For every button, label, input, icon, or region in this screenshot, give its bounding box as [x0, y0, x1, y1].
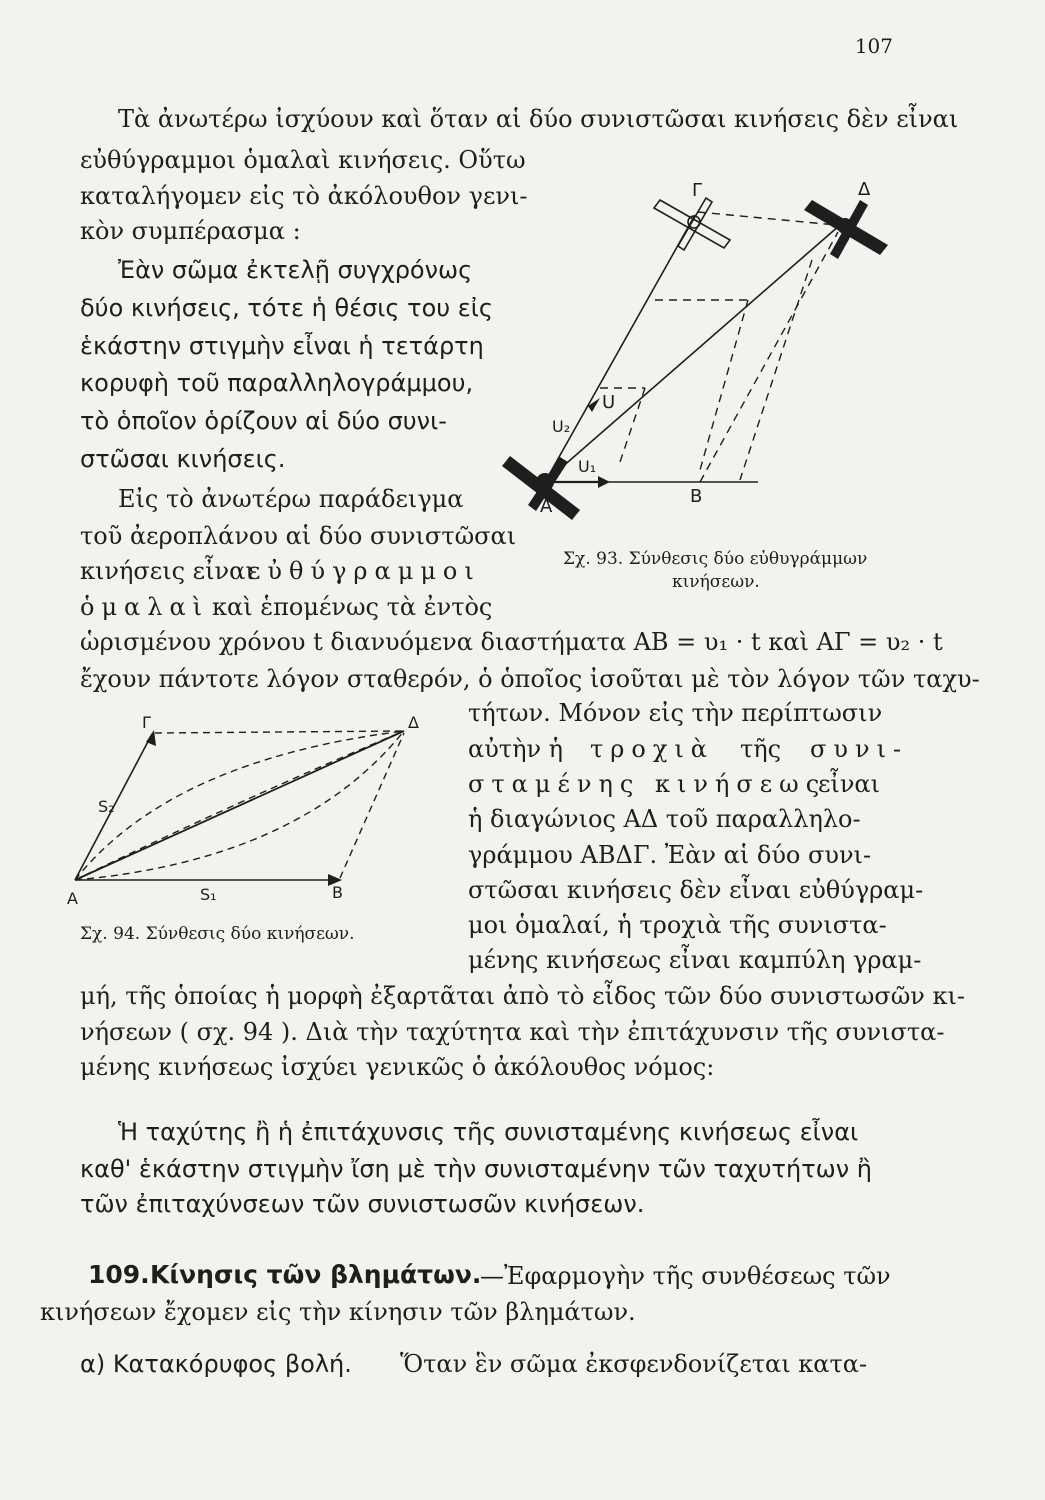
fig94-label-s2: S₂ — [98, 797, 115, 816]
fig94-label-g: Γ — [142, 713, 151, 732]
para2-line8b: τροχιὰ — [590, 735, 714, 763]
fig94-caption: Σχ. 94. Σύνθεσις δύο κινήσεων. — [80, 924, 355, 944]
para2-line5: ὡρισμένου χρόνου t διανυόμενα διαστήματα AB = υ₁ · t καὶ AΓ = υ₂ · t — [80, 628, 943, 656]
para2-line2: τοῦ ἀεροπλάνου αἱ δύο συνιστῶσαι — [80, 522, 517, 550]
para2-line6: ἔχουν πάντοτε λόγον σταθερόν, ὁ ὁποῖος ἰσοῦται μὲ τὸν λόγον τῶν ταχυ- — [80, 665, 980, 693]
fig94-label-d: Δ — [408, 713, 419, 732]
fig93-caption-line2: κινήσεων. — [672, 572, 760, 592]
fig93-caption-line1: Σχ. 93. Σύνθεσις δύο εὐθυγράμμων — [563, 549, 868, 569]
section-number: 109. — [88, 1260, 150, 1289]
subsection-label: α) Κατακόρυφος βολή. — [80, 1350, 352, 1378]
rule1-line4: κορυφὴ τοῦ παραλληλογράμμου, — [80, 369, 474, 397]
subsection-text: Ὅταν ἓν σῶμα ἐκσφενδονίζεται κατα- — [400, 1350, 868, 1378]
para2-line3a: κινήσεις εἶναι — [80, 557, 255, 585]
para2-line4b: καὶ ἑπομένως τὰ ἐντὸς — [212, 593, 493, 621]
fig93-label-a: A — [540, 496, 553, 517]
para2-line8d: συνι- — [810, 735, 909, 763]
para2-line7: τήτων. Μόνον εἰς τὴν περίπτωσιν — [468, 699, 883, 727]
rule1-line6: στῶσαι κινήσεις. — [80, 445, 286, 473]
para2-line15: μή, τῆς ὁποίας ἡ μορφὴ ἐξαρτᾶται ἀπὸ τὸ εἶδος τῶν δύο συνιστωσῶν κι- — [80, 982, 966, 1010]
rule2-line1: Ἡ ταχύτης ἢ ἡ ἐπιτάχυνσις τῆς συνισταμένης κινήσεως εἶναι — [118, 1118, 859, 1146]
para2-line9b: εἶναι — [818, 770, 881, 798]
para2-line12: στῶσαι κινήσεις δὲν εἶναι εὐθύγραμ- — [468, 876, 924, 904]
fig93-label-u2: U₂ — [552, 417, 571, 436]
section-text-line2: κινήσεων ἔχομεν εἰς τὴν κίνησιν τῶν βλημάτων. — [40, 1298, 636, 1326]
rule1-line1: Ἐὰν σῶμα ἐκτελῇ συγχρόνως — [118, 256, 473, 284]
fig93-label-g: Γ — [692, 180, 703, 201]
rule1-line5: τὸ ὁποῖον ὁρίζουν αἱ δύο συνι- — [80, 407, 447, 435]
para2-line13: μοι ὁμαλαί, ἡ τροχιὰ τῆς συνιστα- — [468, 911, 887, 939]
para2-line10: ἡ διαγώνιος AΔ τοῦ παραλληλο- — [468, 805, 861, 833]
rule2-line3: τῶν ἐπιταχύνσεων τῶν συνιστωσῶν κινήσεων. — [80, 1190, 645, 1218]
fig93-label-b: B — [690, 486, 703, 507]
para2-line3b: εὐθύγραμμοι — [248, 557, 481, 585]
fig93-label-u1: U₁ — [578, 457, 597, 476]
fig94-segment-ad — [75, 731, 404, 880]
para2-line16: νήσεων ( σχ. 94 ). Διὰ τὴν ταχύτητα καὶ τὴν ἐπιτάχυνσιν τῆς συνιστα- — [80, 1018, 945, 1046]
para1-line4: κὸν συμπέρασμα : — [80, 217, 301, 245]
section-text-line1: —Ἐφαρμογὴν τῆς συνθέσεως τῶν — [480, 1262, 891, 1290]
para2-line17: μένης κινήσεως ἰσχύει γενικῶς ὁ ἀκόλουθος νόμος: — [80, 1053, 715, 1081]
rule1-line2: δύο κινήσεις, τότε ἡ θέσις του εἰς — [80, 294, 493, 322]
fig94-label-a: A — [67, 889, 78, 908]
para2-line4a: ὁμαλαὶ — [80, 593, 210, 621]
para1-line1: Τὰ ἀνωτέρω ἰσχύουν καὶ ὅταν αἱ δύο συνιστῶσαι κινήσεις δὲν εἶναι — [118, 105, 959, 133]
fig93-label-d: Δ — [858, 179, 871, 200]
para2-line8a: αὐτὴν ἡ — [468, 735, 564, 763]
section-title: Κίνησις τῶν βλημάτων. — [150, 1260, 482, 1289]
para1-line2: εὐθύγραμμοι ὁμαλαὶ κινήσεις. Οὕτω — [80, 146, 526, 174]
para2-line9a: σταμένης κινήσεως — [468, 770, 827, 798]
fig94-label-s1: S₁ — [200, 885, 217, 904]
rule2-line2: καθ' ἑκάστην στιγμὴν ἴση μὲ τὴν συνισταμένην τῶν ταχυτήτων ἢ — [80, 1155, 873, 1183]
para1-line3: καταλήγομεν εἰς τὸ ἀκόλουθον γενι- — [80, 182, 528, 210]
rule1-line3: ἑκάστην στιγμὴν εἶναι ἡ τετάρτη — [80, 332, 484, 360]
fig94-dash-gd — [155, 731, 404, 733]
page-number: 107 — [854, 34, 893, 58]
para2-line1: Εἰς τὸ ἀνωτέρω παράδειγμα — [118, 485, 464, 513]
para2-line11: γράμμου ΑΒΔΓ. Ἐὰν αἱ δύο συνι- — [468, 841, 872, 869]
para2-line8c: τῆς — [740, 735, 782, 763]
fig93-label-u: U — [602, 392, 616, 413]
para2-line14: μένης κινήσεως εἶναι καμπύλη γραμ- — [468, 946, 922, 974]
fig94-label-b: B — [332, 883, 343, 902]
